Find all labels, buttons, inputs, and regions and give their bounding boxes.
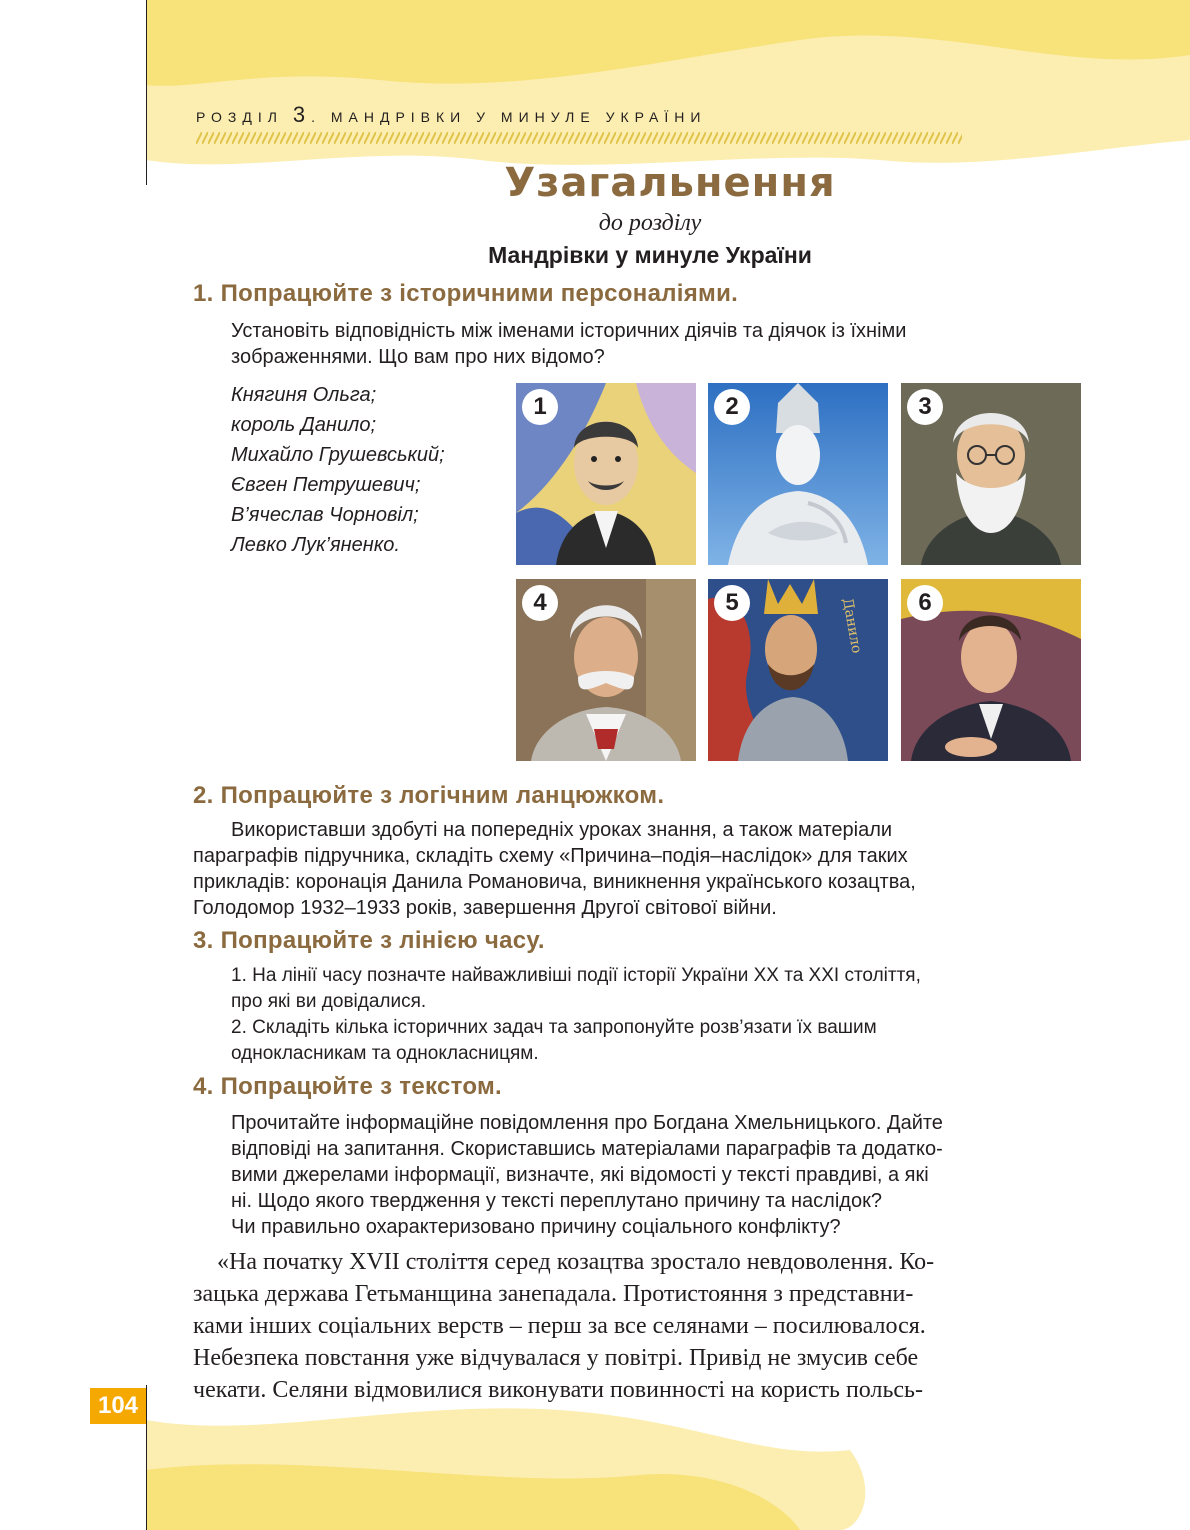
task1-text-line: Установіть відповідність між іменами історичних діячів та діячок із їхніми: [231, 320, 907, 342]
name-item: король Данило;: [231, 414, 377, 436]
task2-heading: 2. Попрацюйте з логічним ланцюжком.: [193, 782, 665, 809]
task4-text: [231, 1110, 1091, 1240]
svg-text:Данило: Данило: [839, 596, 865, 655]
name-item: Левко Лук’яненко.: [231, 534, 400, 556]
task3-text-line: 2. Складіть кілька історичних задач та запропонуйте розв’язати їх вашим: [231, 1017, 877, 1038]
quote-line: зацька держава Гетьманщина занепадала. Протистояння з представни-: [193, 1281, 914, 1307]
task2-text-line: параграфів підручника, складіть схему «Причина–подія–наслідок» для таких: [193, 845, 908, 867]
portrait-photo-2: [708, 383, 888, 565]
quote-line: ками інших соціальних верств – перш за все селянами – посилювалося.: [193, 1313, 926, 1339]
running-header: [196, 102, 706, 128]
name-item: В’ячеслав Чорновіл;: [231, 504, 419, 526]
photo-number-badge: 3: [907, 389, 943, 425]
task3-text-line: однокласникам та однокласницям.: [231, 1043, 539, 1064]
portrait-photo-4: [516, 579, 696, 761]
portrait-photo-1: [516, 383, 696, 565]
photo-number-badge: 4: [522, 585, 558, 621]
task4-text-line: Прочитайте інформаційне повідомлення про Богдана Хмельницького. Дайте: [231, 1112, 943, 1134]
task3-heading: 3. Попрацюйте з лінією часу.: [193, 927, 545, 954]
header-hatch-line: [196, 132, 962, 144]
task1-text: [231, 318, 1091, 370]
page-number: 104: [90, 1388, 146, 1424]
name-item: Княгиня Ольга;: [231, 384, 377, 406]
names-list: [231, 380, 445, 560]
quote-line: чекати. Селяни відмовилися виконувати повинності на користь польсь-: [193, 1377, 923, 1403]
quote-line: «На початку XVII століття серед козацтва зростало невдоволення. Ко-: [217, 1249, 935, 1275]
task3-text: [231, 963, 1091, 1067]
task4-text-line: відповіді на запитання. Скориставшись матеріалами параграфів та додатко-: [231, 1138, 943, 1160]
task1-heading: 1. Попрацюйте з історичними персоналіями.: [193, 280, 739, 307]
name-item: Євген Петрушевич;: [231, 474, 421, 496]
photo-number-badge: 1: [522, 389, 558, 425]
task2-text-line: Використавши здобуті на попередніх уроках знання, а також матеріали: [231, 819, 893, 841]
task4-text-line: вими джерелами інформації, визначте, які відомості у тексті правдиві, а які: [231, 1164, 929, 1186]
task2-text-line: Голодомор 1932–1933 років, завершення Другої світової війни.: [193, 897, 777, 919]
task4-text-line: Чи правильно охарактеризовано причину соціального конфлікту?: [231, 1216, 841, 1238]
task2-text: [193, 817, 1083, 921]
portrait-photo-6: [901, 579, 1081, 761]
portrait-photo-5: [708, 579, 888, 761]
photo-number-badge: 5: [714, 585, 750, 621]
photo-number-badge: 6: [907, 585, 943, 621]
name-item: Михайло Грушевський;: [231, 444, 445, 466]
page-title: Узагальнення: [504, 160, 836, 206]
margin-line-top: [146, 0, 147, 185]
task4-heading: 4. Попрацюйте з текстом.: [193, 1073, 503, 1100]
margin-line-bottom: [146, 1385, 147, 1530]
task3-text-line: 1. На лінії часу позначте найважливіші події історії України XX та XXI століття,: [231, 965, 921, 986]
portrait-photo-3: [901, 383, 1081, 565]
task3-text-line: про які ви довідалися.: [231, 991, 427, 1012]
chapter-title: . МАНДРІВКИ У МИНУЛЕ УКРАЇНИ: [311, 109, 707, 125]
chapter-number: 3: [292, 102, 312, 127]
quote-text: [193, 1246, 1083, 1406]
task1-text-line: зображеннями. Що вам про них відомо?: [231, 346, 605, 368]
chapter-word: РОЗДІЛ: [196, 109, 283, 125]
task2-text-line: прикладів: коронація Данила Романовича, виникнення українського козацтва,: [193, 871, 916, 893]
photo-number-badge: 2: [714, 389, 750, 425]
task4-text-line: ні. Щодо якого твердження у тексті переплутано причину та наслідок?: [231, 1190, 882, 1212]
section-title: Мандрівки у минуле України: [488, 242, 812, 268]
page-subtitle: до розділу: [598, 210, 702, 236]
quote-line: Небезпека повстання уже відчувалася у повітрі. Привід не змусив себе: [193, 1345, 919, 1371]
